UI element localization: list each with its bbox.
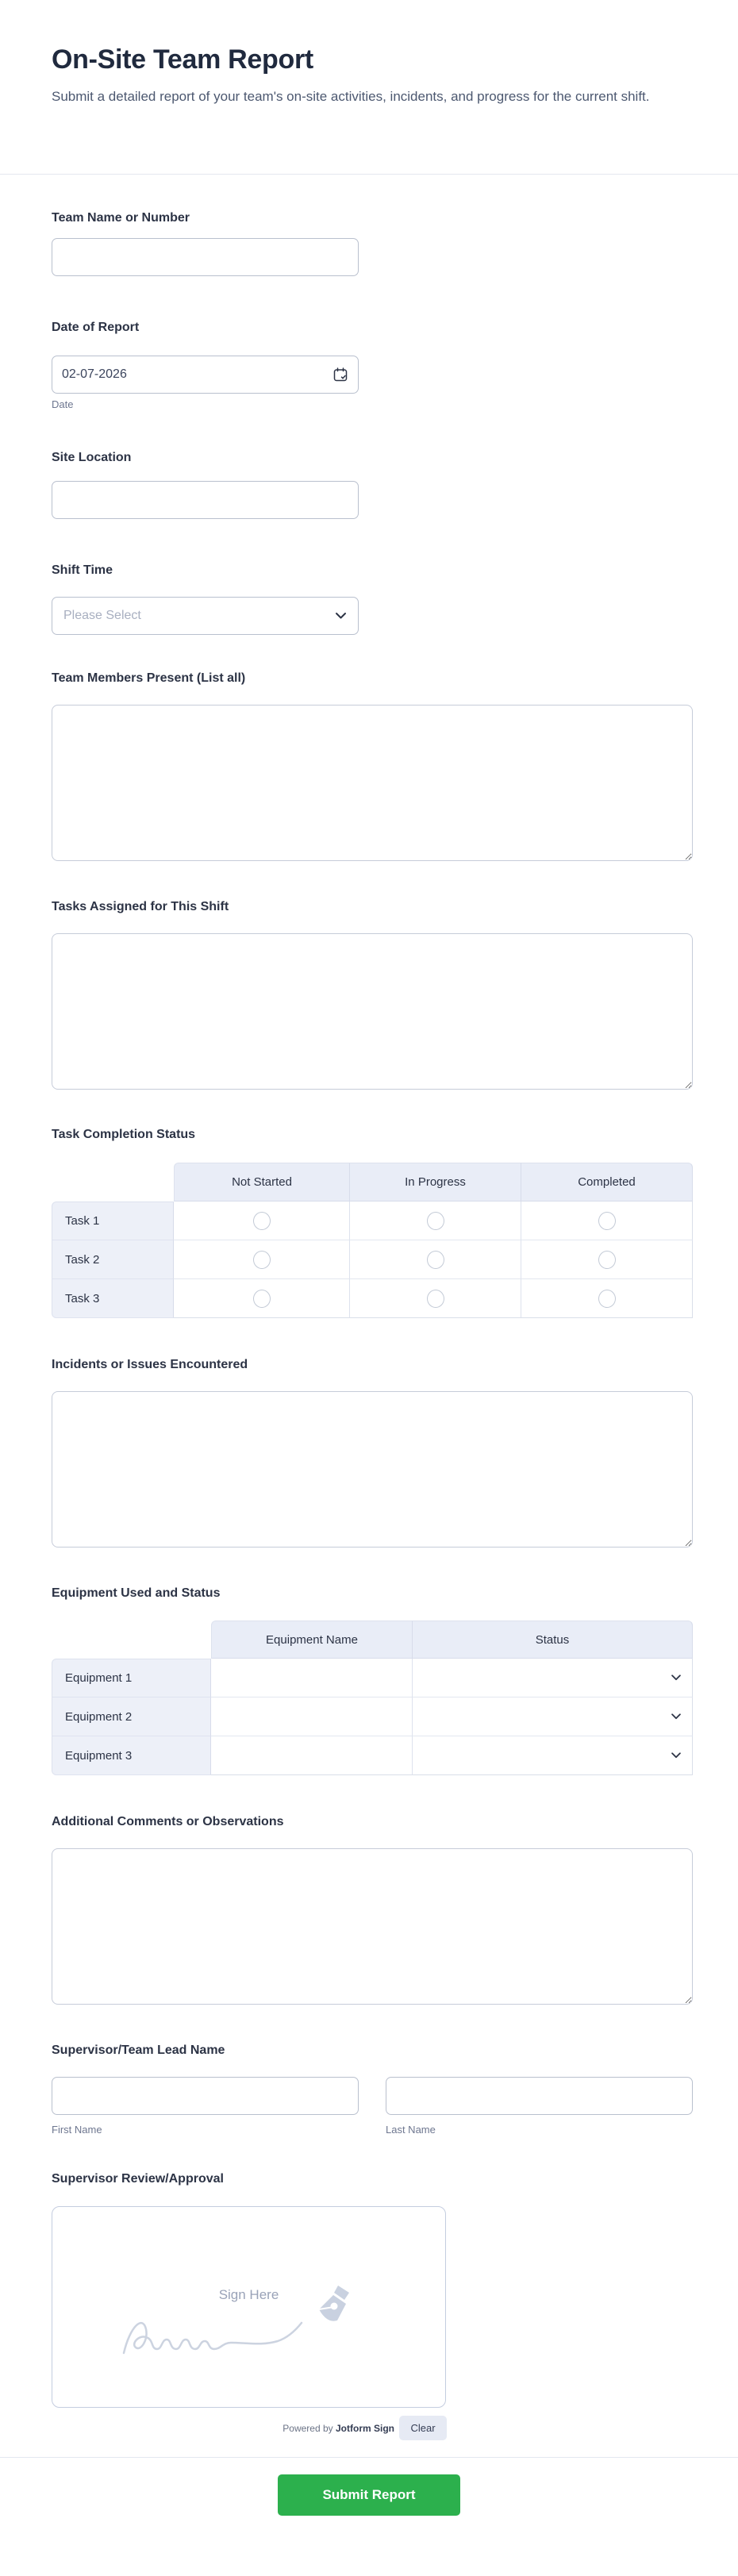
- footer-divider: [0, 2457, 738, 2458]
- shift-time-label: Shift Time: [52, 563, 113, 577]
- radio-task1-completed[interactable]: [598, 1212, 616, 1230]
- radio-task3-completed[interactable]: [598, 1290, 616, 1308]
- radio-task2-not-started[interactable]: [253, 1251, 271, 1269]
- equipment-col-header: Equipment Name: [211, 1621, 413, 1659]
- equipment1-name-cell[interactable]: [211, 1659, 413, 1697]
- shift-time-placeholder: Please Select: [63, 609, 141, 622]
- site-location-input[interactable]: [52, 481, 359, 519]
- team-members-label: Team Members Present (List all): [52, 671, 246, 685]
- equipment-label: Equipment Used and Status: [52, 1586, 221, 1600]
- chevron-down-icon: [671, 1674, 682, 1682]
- task3-not-started-cell: [174, 1279, 350, 1318]
- equipment-col-header: Status: [413, 1621, 693, 1659]
- task1-in-progress-cell: [350, 1201, 521, 1240]
- date-field: [52, 356, 359, 394]
- task1-completed-cell: [521, 1201, 693, 1240]
- chevron-down-icon: [671, 1713, 682, 1721]
- task1-not-started-cell: [174, 1201, 350, 1240]
- equipment-table: [52, 1621, 693, 1775]
- last-name-input[interactable]: [386, 2077, 693, 2115]
- team-members-textarea[interactable]: [52, 705, 693, 861]
- task-status-col-header: In Progress: [350, 1163, 521, 1201]
- task-status-corner-cell: [52, 1163, 174, 1201]
- equipment2-status-select[interactable]: [413, 1697, 693, 1736]
- page-title: On-Site Team Report: [52, 44, 313, 75]
- equipment3-status-select[interactable]: [413, 1736, 693, 1775]
- last-name-sublabel: Last Name: [386, 2124, 436, 2136]
- date-sublabel: Date: [52, 398, 74, 410]
- radio-task1-not-started[interactable]: [253, 1212, 271, 1230]
- task-row-label: Task 1: [52, 1201, 174, 1240]
- task-status-label: Task Completion Status: [52, 1128, 196, 1141]
- incidents-textarea[interactable]: [52, 1391, 693, 1548]
- radio-task1-in-progress[interactable]: [427, 1212, 444, 1230]
- equipment-row-label: Equipment 3: [52, 1736, 211, 1775]
- task3-completed-cell: [521, 1279, 693, 1318]
- tasks-assigned-textarea[interactable]: [52, 933, 693, 1090]
- radio-task2-in-progress[interactable]: [427, 1251, 444, 1269]
- first-name-sublabel: First Name: [52, 2124, 102, 2136]
- powered-by-text: Powered by Jotform Sign: [283, 2423, 394, 2434]
- task-row-label: Task 3: [52, 1279, 174, 1318]
- clear-signature-button[interactable]: Clear: [399, 2416, 447, 2440]
- equipment2-name-cell[interactable]: [211, 1697, 413, 1736]
- task2-completed-cell: [521, 1240, 693, 1279]
- radio-task3-in-progress[interactable]: [427, 1290, 444, 1308]
- task-status-col-header: Not Started: [174, 1163, 350, 1201]
- equipment-corner-cell: [52, 1621, 211, 1659]
- comments-textarea[interactable]: [52, 1848, 693, 2005]
- tasks-assigned-label: Tasks Assigned for This Shift: [52, 900, 229, 913]
- equipment-row-label: Equipment 2: [52, 1697, 211, 1736]
- task-row-label: Task 2: [52, 1240, 174, 1279]
- jotform-sign-brand: Jotform Sign: [336, 2423, 394, 2434]
- signature-squiggle-graphic: [119, 2305, 317, 2369]
- signature-label: Supervisor Review/Approval: [52, 2172, 224, 2186]
- sign-here-text: Sign Here: [218, 2287, 279, 2302]
- radio-task2-completed[interactable]: [598, 1251, 616, 1269]
- date-input[interactable]: [52, 356, 359, 394]
- chevron-down-icon: [335, 612, 347, 620]
- form-description: Submit a detailed report of your team's on-site activities, incidents, and progress for the current shift.: [52, 89, 650, 104]
- task-status-col-header: Completed: [521, 1163, 693, 1201]
- supervisor-name-label: Supervisor/Team Lead Name: [52, 2043, 225, 2057]
- header-divider: [0, 174, 738, 175]
- calendar-check-icon[interactable]: [332, 367, 348, 383]
- chevron-down-icon: [671, 1752, 682, 1759]
- task3-in-progress-cell: [350, 1279, 521, 1318]
- incidents-label: Incidents or Issues Encountered: [52, 1358, 248, 1371]
- site-location-label: Site Location: [52, 451, 132, 464]
- team-name-label: Team Name or Number: [52, 211, 190, 225]
- task2-not-started-cell: [174, 1240, 350, 1279]
- task2-in-progress-cell: [350, 1240, 521, 1279]
- equipment1-status-select[interactable]: [413, 1659, 693, 1697]
- submit-report-button[interactable]: Submit Report: [278, 2474, 460, 2516]
- date-label: Date of Report: [52, 321, 140, 334]
- radio-task3-not-started[interactable]: [253, 1290, 271, 1308]
- equipment3-name-cell[interactable]: [211, 1736, 413, 1775]
- team-name-input[interactable]: [52, 238, 359, 276]
- comments-label: Additional Comments or Observations: [52, 1815, 284, 1828]
- first-name-input[interactable]: [52, 2077, 359, 2115]
- pen-nib-icon: [311, 2279, 356, 2330]
- task-status-table: [52, 1163, 693, 1318]
- shift-time-select[interactable]: [52, 597, 359, 635]
- equipment-row-label: Equipment 1: [52, 1659, 211, 1697]
